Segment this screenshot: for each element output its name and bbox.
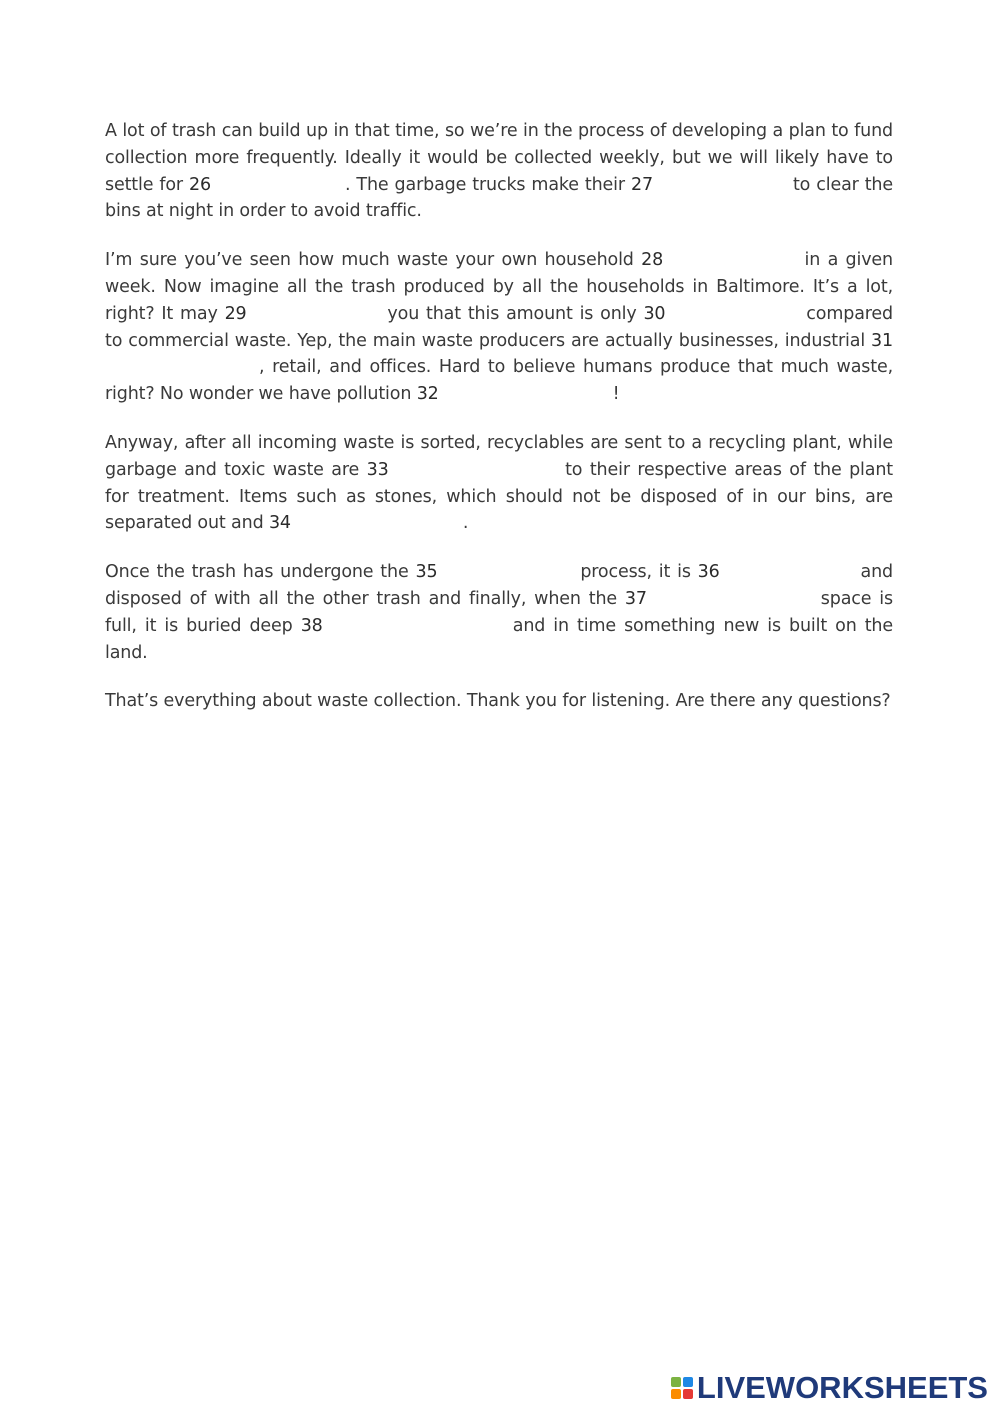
answer-field-29[interactable] <box>249 307 379 327</box>
answer-field-36[interactable] <box>722 566 852 586</box>
answer-field-37[interactable] <box>649 592 811 612</box>
answer-field-28[interactable] <box>665 254 795 274</box>
paragraph-3 <box>105 430 893 537</box>
text: you that this amount is only <box>380 303 644 324</box>
text: A lot of trash can build up in that time, so we’re in the process of developing a plan to fund collection more frequently. Ideally it would be collected weekly, but we will likely have to settle for <box>105 121 893 195</box>
question-number-29: 29 <box>224 303 247 324</box>
answer-field-32[interactable] <box>441 388 611 408</box>
question-number-38: 38 <box>300 615 323 636</box>
text: space is full, it is buried deep <box>105 588 893 636</box>
text: and in time something new is built on the land. <box>105 615 893 663</box>
logo-block <box>671 1377 681 1387</box>
text: Once the trash has undergone the <box>105 562 416 583</box>
logo-block <box>683 1377 693 1387</box>
paragraph-1 <box>105 118 893 225</box>
question-number-32: 32 <box>416 384 439 405</box>
question-number-26: 26 <box>189 174 211 195</box>
text: to clear the bins at night in order to avoid traffic. <box>105 174 893 222</box>
paragraph-2 <box>105 247 893 408</box>
question-number-33: 33 <box>366 459 389 480</box>
text: Anyway, after all incoming waste is sorted, recyclables are sent to a recycling plant, while garbage and toxic waste are <box>105 432 893 480</box>
logo-block <box>683 1389 693 1399</box>
paragraph-4 <box>105 559 893 666</box>
text: . <box>462 513 469 534</box>
question-number-34: 34 <box>268 513 291 534</box>
logo-blocks-icon <box>671 1377 693 1399</box>
question-number-28: 28 <box>641 250 664 271</box>
logo-block <box>671 1389 681 1399</box>
question-number-30: 30 <box>643 303 666 324</box>
text: That’s everything about waste collection. Thank you for listening. Are there any questions? <box>105 691 891 712</box>
question-number-37: 37 <box>624 588 647 609</box>
answer-field-33[interactable] <box>391 463 556 483</box>
text: in a given week. Now imagine all the trash produced by all the households in Baltimore. It’s a lot, right? It may <box>105 250 893 324</box>
question-number-31: 31 <box>871 330 893 351</box>
text: ! <box>612 384 620 405</box>
text: compared to commercial waste. Yep, the main waste producers are actually businesses, industrial <box>105 303 894 351</box>
question-number-36: 36 <box>697 562 720 583</box>
text: and disposed of with all the other trash and finally, when the <box>105 562 893 609</box>
answer-field-31[interactable] <box>107 361 257 381</box>
answer-field-30[interactable] <box>667 307 797 327</box>
question-number-35: 35 <box>415 562 438 583</box>
logo-text: LIVEWORKSHEETS <box>696 1370 988 1405</box>
liveworksheets-logo <box>671 1370 988 1406</box>
paragraph-5 <box>105 688 893 715</box>
answer-field-27[interactable] <box>655 178 785 198</box>
answer-field-26[interactable] <box>213 178 343 198</box>
answer-field-38[interactable] <box>325 619 503 639</box>
text: , retail, and offices. Hard to believe humans produce that much waste, right? No wonder we have pollution <box>105 357 893 405</box>
worksheet-text <box>105 118 893 737</box>
answer-field-34[interactable] <box>293 517 461 537</box>
text: . The garbage trucks make their <box>344 174 631 195</box>
answer-field-35[interactable] <box>439 566 571 586</box>
question-number-27: 27 <box>630 174 653 195</box>
text: to their respective areas of the plant for treatment. Items such as stones, which should not be disposed of in our bins, are separated out and <box>105 459 893 534</box>
text: process, it is <box>573 562 698 583</box>
text: I’m sure you’ve seen how much waste your own household <box>105 250 642 271</box>
